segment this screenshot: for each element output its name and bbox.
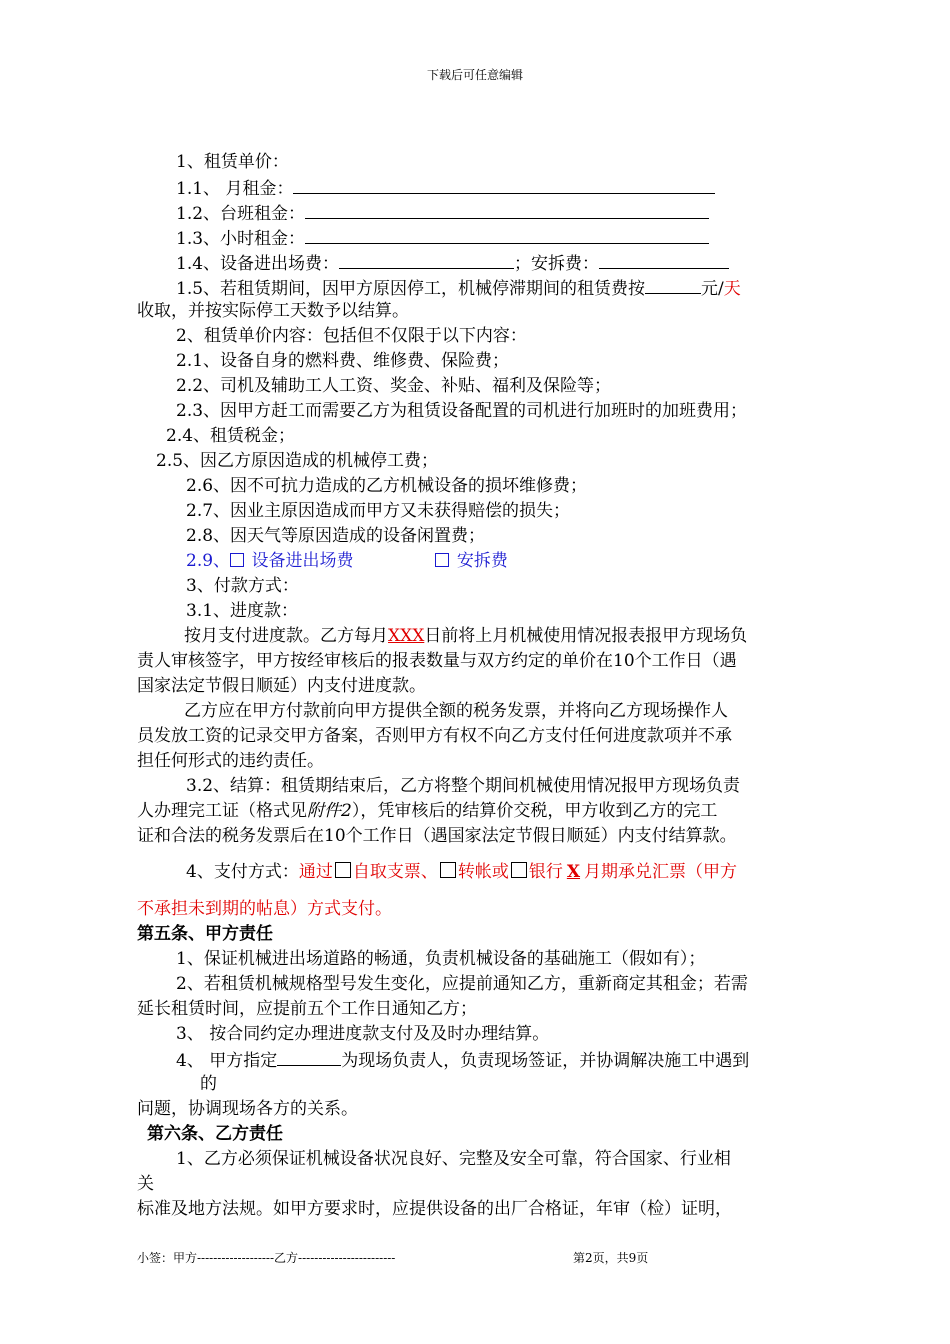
list-item: 2.1、设备自身的燃料费、维修费、保险费； [176, 351, 510, 371]
entry-exit-fee-line [176, 250, 729, 276]
list-item-cont: 问题，协调现场各方的关系。 [137, 1099, 358, 1119]
list-item-cont: 关 [137, 1174, 154, 1194]
payment-method-label: 4、支付方式： [186, 862, 299, 882]
section-3-title: 3、付款方式： [186, 576, 299, 596]
attachment-reference: 附件2 [307, 801, 352, 821]
list-item-cont: 标准及地方法规。如甲方要求时，应提供设备的出厂合格证，年审（检）证明， [137, 1199, 732, 1219]
payment-method-line [186, 860, 737, 884]
paragraph-line: 乙方应在甲方付款前向甲方提供全额的税务发票，并将向乙方现场操作人 [184, 701, 728, 721]
hourly-rent-blank[interactable] [305, 225, 709, 244]
text-run: 为现场负责人，负责现场签证，并协调解决施工中遇到 [341, 1051, 750, 1071]
shift-rent-line [176, 200, 709, 226]
install-fee-blank[interactable] [599, 250, 729, 269]
text-run: 转帐或 [457, 862, 509, 882]
monthly-rent-label: 1.1、 月租金： [176, 179, 294, 199]
install-fee-label: ；安拆费： [514, 254, 600, 274]
idle-rent-blank[interactable] [645, 275, 701, 294]
paragraph-line: 员发放工资的记录交甲方备案，否则甲方有权不向乙方支付任何进度款项并不承 [137, 726, 732, 746]
site-manager-blank[interactable] [277, 1047, 341, 1066]
text-run: 日前将上月机械使用情况报表报甲方现场负 [424, 626, 748, 646]
hourly-rent-label: 1.3、小时租金： [176, 229, 306, 249]
entry-exit-fee-checkbox[interactable] [230, 553, 244, 567]
paragraph-line [137, 799, 717, 823]
day-placeholder[interactable]: XXX [388, 626, 425, 646]
article-5-title: 第五条、甲方责任 [137, 924, 273, 944]
list-item: 2.6、因不可抗力造成的乙方机械设备的损坏维修费； [186, 476, 588, 496]
list-item: 2、若租赁机械规格型号发生变化，应提前通知乙方，重新商定其租金；若需 [176, 974, 748, 994]
item-2-9-number: 2.9、 [186, 551, 231, 571]
list-item: 2.3、因甲方赶工而需要乙方为租赁设备配置的司机进行加班时的加班费用； [176, 401, 748, 421]
list-item-cont: 延长租赁时间，应提前五个工作日通知乙方； [137, 999, 477, 1019]
text-run: 银行 [528, 862, 563, 882]
install-fee-checkbox[interactable] [435, 553, 449, 567]
text-run: 月期承兑汇票（甲方 [584, 862, 738, 882]
list-item: 2.8、因天气等原因造成的设备闲置费； [186, 526, 486, 546]
list-item-cont: 的 [200, 1074, 217, 1094]
text-run: ），凭审核后的结算价交税，甲方收到乙方的完工 [351, 801, 718, 821]
text-run: 4、 甲方指定 [176, 1051, 278, 1071]
bank-acceptance-checkbox[interactable] [511, 862, 527, 878]
idle-rent-line-cont: 收取，并按实际停工天数予以结算。 [137, 301, 409, 321]
list-item: 3、 按合同约定办理进度款支付及及时办理结算。 [176, 1024, 550, 1044]
paragraph-line [184, 624, 747, 648]
paragraph-line: 3.2、结算：租赁期结束后，乙方将整个期间机械使用情况报甲方现场负责 [186, 776, 741, 796]
monthly-rent-line [176, 175, 715, 201]
signature-line: 小签：甲方-------------------乙方------------------------ [137, 1251, 396, 1265]
site-manager-line [176, 1047, 749, 1073]
paragraph-line: 证和合法的税务发票后在10个工作日（遇国家法定节假日顺延）内支付结算款。 [137, 826, 737, 846]
text-run: 通过 [298, 862, 333, 882]
idle-rent-line [176, 275, 741, 301]
list-item: 1、乙方必须保证机械设备状况良好、完整及安全可靠，符合国家、行业相 [176, 1149, 731, 1169]
article-6-title: 第六条、乙方责任 [147, 1124, 283, 1144]
entry-exit-fee-blank[interactable] [339, 250, 514, 269]
page-header-note: 下载后可任意编辑 [426, 68, 523, 82]
payment-method-line-cont: 不承担未到期的帖息）方式支付。 [137, 899, 392, 919]
section-1-title: 1、租赁单价： [176, 152, 289, 172]
text-run: 人办理完工证（格式见 [137, 801, 307, 821]
idle-rent-unit-day: 天 [723, 279, 741, 299]
idle-rent-unit: 元/ [701, 279, 724, 299]
list-item-2-9 [186, 549, 508, 573]
hourly-rent-line [176, 225, 709, 251]
shift-rent-blank[interactable] [305, 200, 709, 219]
list-item: 2.2、司机及辅助工人工资、奖金、补贴、福利及保险等； [176, 376, 612, 396]
entry-exit-fee-option-label: 设备进出场费 [251, 551, 354, 571]
list-item: 2.7、因业主原因造成而甲方又未获得赔偿的损失； [186, 501, 571, 521]
entry-exit-fee-label: 1.4、设备进出场费： [176, 254, 340, 274]
install-fee-option-label: 安拆费 [456, 551, 508, 571]
list-item: 1、保证机械进出场道路的畅通，负责机械设备的基础施工（假如有）； [176, 949, 706, 969]
paragraph-line: 担任何形式的违约责任。 [137, 751, 324, 771]
list-item: 2.4、租赁税金； [166, 426, 296, 446]
page-number: 第2页，共9页 [573, 1251, 649, 1265]
text-run: 自取支票、 [352, 862, 438, 882]
progress-payment-title: 3.1、进度款： [186, 601, 299, 621]
shift-rent-label: 1.2、台班租金： [176, 204, 306, 224]
paragraph-line: 责人审核签字，甲方按经审核后的报表数量与双方约定的单价在10个工作日（遇 [137, 651, 737, 671]
text-run: 按月支付进度款。乙方每月 [184, 626, 388, 646]
paragraph-line: 国家法定节假日顺延）内支付进度款。 [137, 676, 426, 696]
list-item: 2.5、因乙方原因造成的机械停工费； [156, 451, 439, 471]
transfer-checkbox[interactable] [440, 862, 456, 878]
monthly-rent-blank[interactable] [293, 175, 715, 194]
idle-rent-text: 1.5、若租赁期间，因甲方原因停工，机械停滞期间的租赁费按 [176, 279, 646, 299]
month-count-placeholder[interactable]: X [566, 862, 581, 882]
section-2-title: 2、租赁单价内容：包括但不仅限于以下内容： [176, 326, 527, 346]
self-pickup-check-checkbox[interactable] [335, 862, 351, 878]
